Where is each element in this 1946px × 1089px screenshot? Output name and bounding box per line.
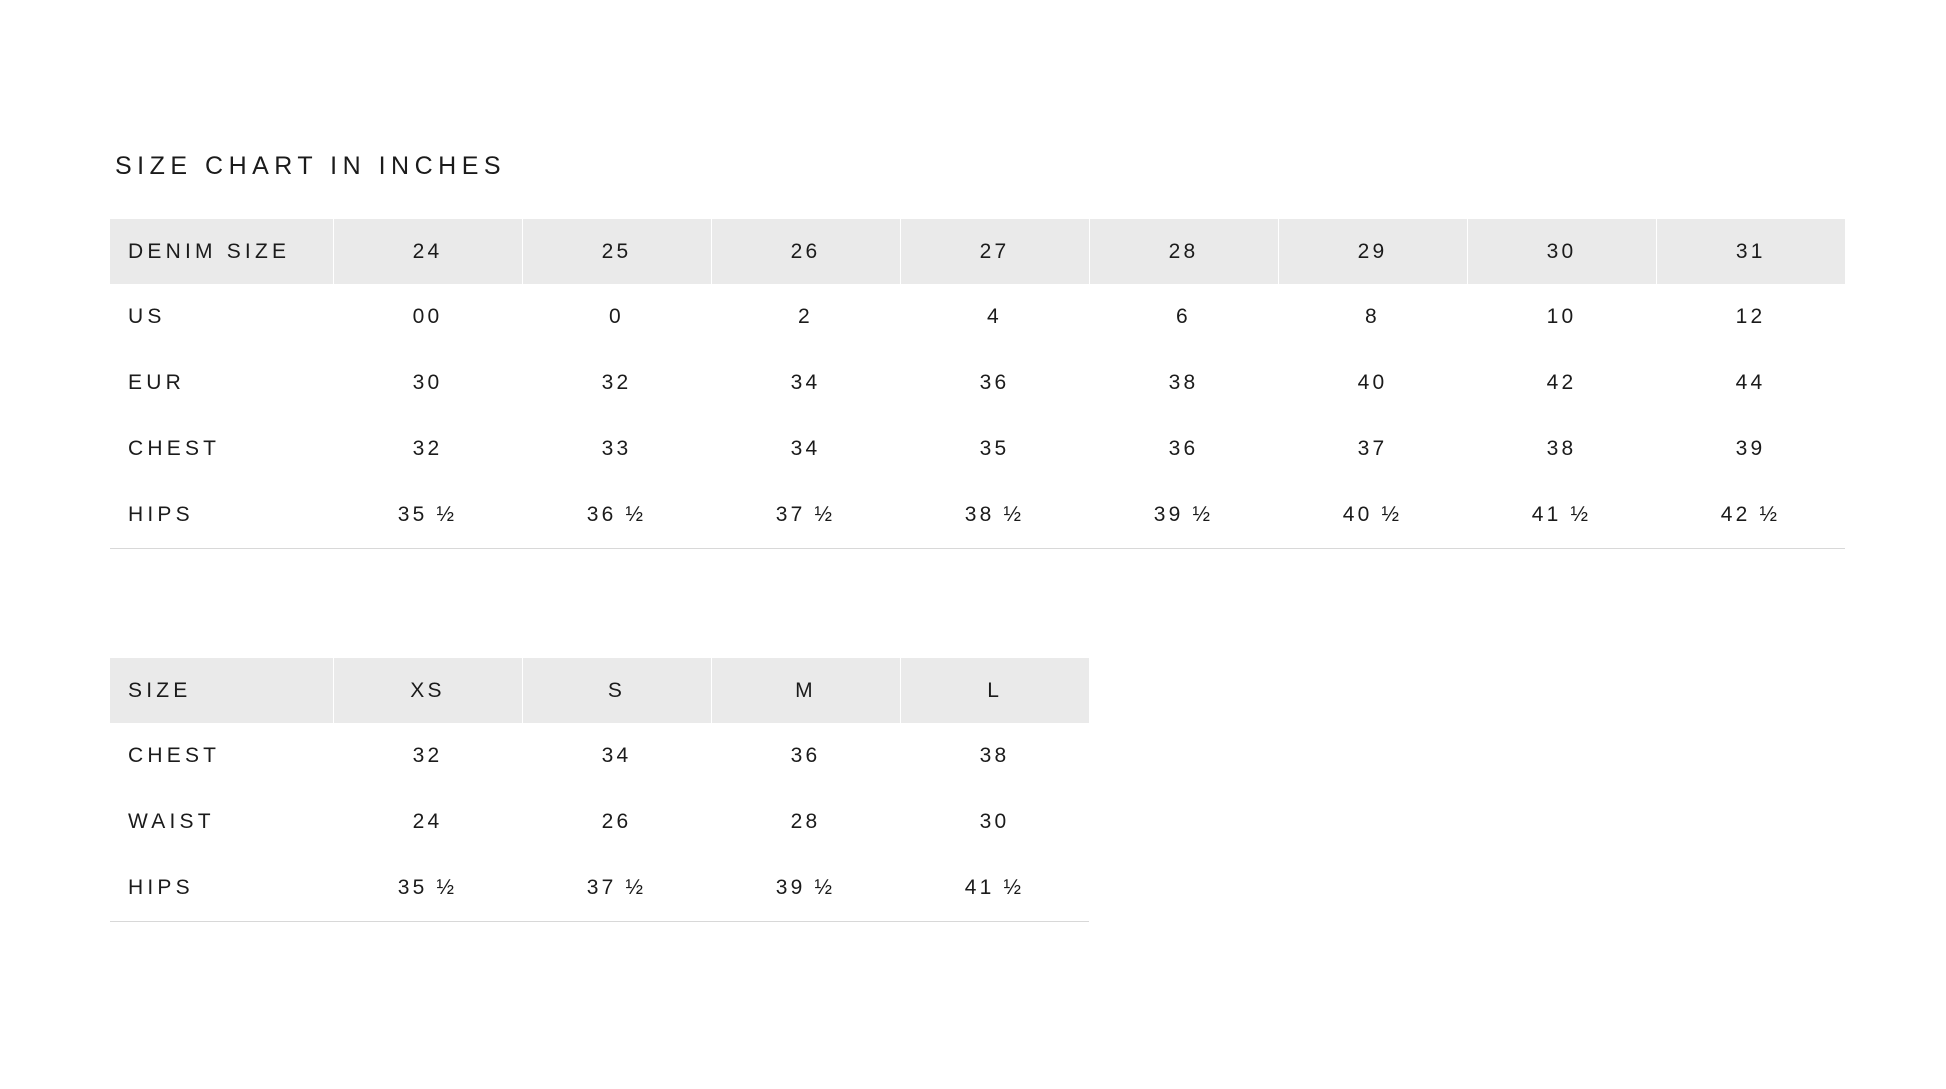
table-cell: 37 ½ — [711, 482, 900, 548]
table-header-row — [110, 658, 1089, 723]
table-cell: 33 — [601, 437, 632, 460]
table-row — [110, 723, 1089, 789]
table-header-row — [110, 219, 1845, 284]
column-header: L — [900, 658, 1089, 723]
table-row — [110, 482, 1845, 548]
table-row — [110, 350, 1845, 416]
table-cell: 32 — [412, 744, 443, 767]
column-header: 31 — [1656, 219, 1845, 284]
denim-size-table — [110, 219, 1845, 549]
column-header: 28 — [1089, 219, 1278, 284]
table-cell: 40 ½ — [1278, 482, 1467, 548]
column-header: XS — [333, 658, 522, 723]
table-cell: 42 ½ — [1656, 482, 1845, 548]
table-cell: 4 — [987, 305, 1002, 328]
table-cell: 6 — [1176, 305, 1191, 328]
table-cell: 38 — [979, 744, 1010, 767]
table-cell: 34 — [790, 371, 821, 394]
table-cell: 26 — [601, 810, 632, 833]
row-label: HIPS — [110, 855, 333, 921]
table-cell: 36 — [979, 371, 1010, 394]
table-cell: 36 — [1168, 437, 1199, 460]
table-cell: 37 ½ — [522, 855, 711, 921]
table-row — [110, 789, 1089, 855]
table-cell: 37 — [1357, 437, 1388, 460]
column-header: 25 — [522, 219, 711, 284]
row-label: CHEST — [128, 437, 221, 460]
table-cell: 41 ½ — [1467, 482, 1656, 548]
table-cell: 38 — [1546, 437, 1577, 460]
column-header: 27 — [900, 219, 1089, 284]
table-cell: 32 — [601, 371, 632, 394]
page-title: SIZE CHART IN INCHES — [115, 152, 507, 180]
table-cell: 35 — [979, 437, 1010, 460]
table-cell: 39 — [1735, 437, 1766, 460]
table-cell: 35 ½ — [333, 482, 522, 548]
column-header: SIZE — [110, 658, 333, 723]
column-header: M — [711, 658, 900, 723]
table-cell: 34 — [601, 744, 632, 767]
table-cell: 41 ½ — [900, 855, 1089, 921]
table-cell: 24 — [412, 810, 443, 833]
table-cell: 44 — [1735, 371, 1766, 394]
letter-size-table — [110, 658, 1089, 922]
table-cell: 39 ½ — [711, 855, 900, 921]
table-row — [110, 855, 1089, 921]
table-cell: 32 — [412, 437, 443, 460]
table-cell: 35 ½ — [333, 855, 522, 921]
table-row — [110, 284, 1845, 350]
row-label: HIPS — [110, 482, 333, 548]
column-header: S — [522, 658, 711, 723]
table-cell: 00 — [412, 305, 443, 328]
table-cell: 30 — [412, 371, 443, 394]
column-header: 29 — [1278, 219, 1467, 284]
row-label: CHEST — [128, 744, 221, 767]
column-header: DENIM SIZE — [110, 219, 333, 284]
table-cell: 38 ½ — [900, 482, 1089, 548]
table-cell: 42 — [1546, 371, 1577, 394]
table-cell: 40 — [1357, 371, 1388, 394]
table-cell: 0 — [609, 305, 624, 328]
table-cell: 8 — [1365, 305, 1380, 328]
table-cell: 30 — [979, 810, 1010, 833]
table-cell: 36 ½ — [522, 482, 711, 548]
table-cell: 28 — [790, 810, 821, 833]
row-label: EUR — [128, 371, 185, 394]
table-cell: 36 — [790, 744, 821, 767]
column-header: 26 — [711, 219, 900, 284]
table-cell: 34 — [790, 437, 821, 460]
column-header: 24 — [333, 219, 522, 284]
table-cell: 39 ½ — [1089, 482, 1278, 548]
table-cell: 10 — [1546, 305, 1577, 328]
table-cell: 2 — [798, 305, 813, 328]
table-cell: 38 — [1168, 371, 1199, 394]
column-header: 30 — [1467, 219, 1656, 284]
table-row — [110, 416, 1845, 482]
row-label: US — [128, 305, 166, 328]
table-cell: 12 — [1735, 305, 1766, 328]
row-label: WAIST — [128, 810, 215, 833]
